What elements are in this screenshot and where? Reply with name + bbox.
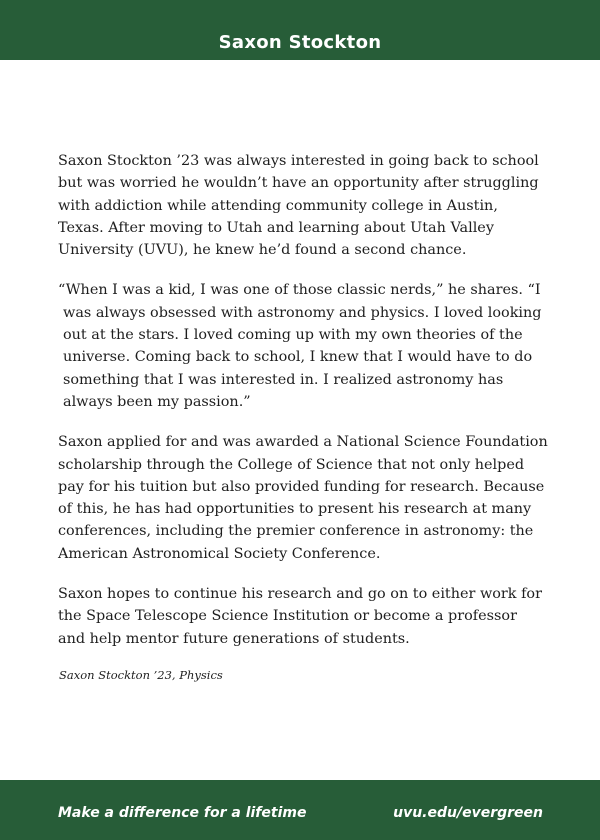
footer-tagline: Make a difference for a lifetime <box>58 805 307 821</box>
paragraph-scholarship: Saxon applied for and was awarded a National Science Foundation scholarship through the College of Science that not only helped pay for his tuition but also provided funding for research. Because of this, he has had opportunities to present his research at many conferences, including the premier conference in astronomy: the American Astronomical Society Conference. <box>58 434 548 562</box>
paragraph-intro: Saxon Stockton ’23 was always interested in going back to school but was worried he wouldn’t have an opportunity after struggling with addiction while attending community college in Austin, Texas. After moving to Utah and learning about Utah Valley University (UVU), he knew he’d found a second chance. <box>58 153 539 259</box>
paragraph-quote: “When I was a kid, I was one of those classic nerds,” he shares. “I was always obsessed with astronomy and physics. I loved looking out at the stars. I loved coming up with my own theories of the universe. Coming back to school, I knew that I would have to do something that I was interested in. I realized astronomy has always been my passion.” <box>58 282 542 410</box>
footer-url-link[interactable]: uvu.edu/evergreen <box>393 805 543 821</box>
photo-caption: Saxon Stockton ’23, Physics <box>59 667 223 682</box>
page-title: Saxon Stockton <box>218 32 382 53</box>
article-body <box>58 150 548 683</box>
paragraph-future: Saxon hopes to continue his research and go on to either work for the Space Telescope Science Institution or become a professor and help mentor future generations of students. <box>58 586 542 647</box>
